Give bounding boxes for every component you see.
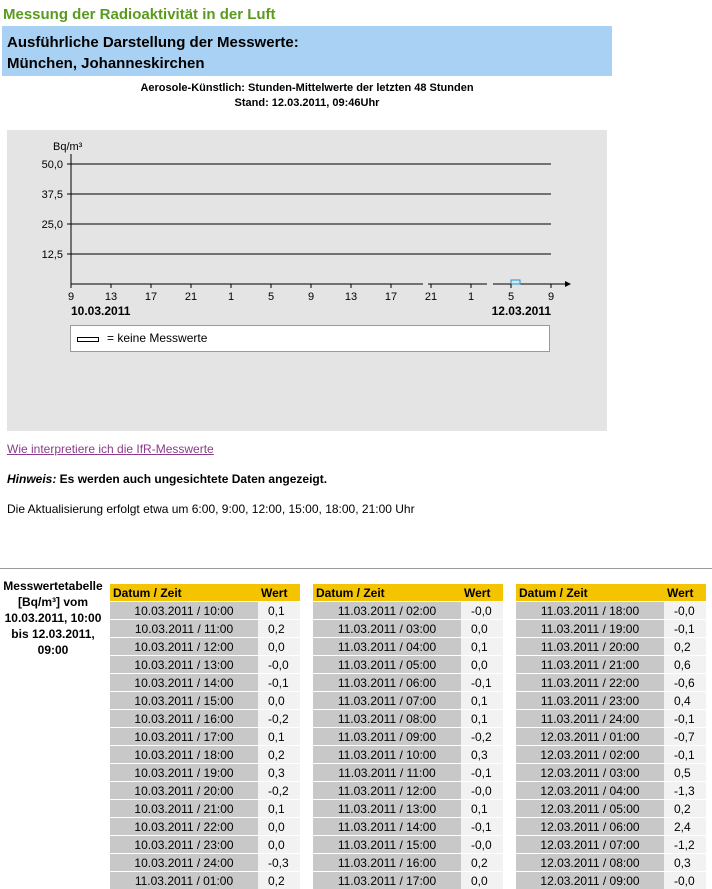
cell-value: 0,1 xyxy=(258,602,300,620)
cell-datetime: 10.03.2011 / 24:00 xyxy=(110,854,258,872)
table-row xyxy=(110,854,300,872)
cell-value: -1,3 xyxy=(664,782,706,800)
data-table-1 xyxy=(110,584,300,889)
note xyxy=(7,472,327,486)
table-row xyxy=(110,800,300,818)
cell-datetime: 12.03.2011 / 03:00 xyxy=(516,764,664,782)
cell-value: 0,0 xyxy=(258,692,300,710)
cell-datetime: 11.03.2011 / 22:00 xyxy=(516,674,664,692)
table-row xyxy=(516,872,706,889)
cell-value: -0,0 xyxy=(461,782,503,800)
x-tick-label: 21 xyxy=(185,291,197,303)
cell-value: -0,1 xyxy=(258,674,300,692)
x-tick-label: 21 xyxy=(425,291,437,303)
cell-value: 0,0 xyxy=(461,872,503,889)
cell-value: 0,4 xyxy=(664,692,706,710)
table-row xyxy=(516,602,706,620)
cell-value: 0,5 xyxy=(664,764,706,782)
x-axis-arrow xyxy=(565,281,571,287)
cell-value: 0,2 xyxy=(258,872,300,889)
table-row xyxy=(110,710,300,728)
cell-datetime: 11.03.2011 / 19:00 xyxy=(516,620,664,638)
missing-data-marker xyxy=(511,280,520,284)
cell-datetime: 11.03.2011 / 08:00 xyxy=(313,710,461,728)
chart-subtitle-1: Aerosole-Künstlich: Stunden-Mittelwerte der letzten 48 Stunden xyxy=(2,82,612,94)
chart-legend xyxy=(70,325,550,352)
legend-swatch xyxy=(77,337,99,342)
table-caption: Messwertetabelle [Bq/m³] vom 10.03.2011, 10:00 bis 12.03.2011, 09:00 xyxy=(0,578,106,658)
divider xyxy=(0,568,712,569)
note-label: Hinweis: xyxy=(7,472,56,486)
note-text: Es werden auch ungesichtete Daten angezeigt. xyxy=(56,472,327,486)
table-row xyxy=(110,746,300,764)
cell-datetime: 11.03.2011 / 01:00 xyxy=(110,872,258,889)
date-right: 12.03.2011 xyxy=(492,304,552,318)
cell-datetime: 10.03.2011 / 22:00 xyxy=(110,818,258,836)
table-row xyxy=(110,818,300,836)
chart-svg xyxy=(7,130,607,431)
x-tick-label: 1 xyxy=(468,291,474,303)
x-tick-label: 9 xyxy=(308,291,314,303)
cell-datetime: 10.03.2011 / 15:00 xyxy=(110,692,258,710)
header-value: Wert xyxy=(664,584,706,602)
header-value: Wert xyxy=(461,584,503,602)
table-row xyxy=(110,602,300,620)
cell-datetime: 10.03.2011 / 10:00 xyxy=(110,602,258,620)
x-tick-label: 17 xyxy=(145,291,157,303)
data-table-2 xyxy=(313,584,503,889)
cell-datetime: 11.03.2011 / 17:00 xyxy=(313,872,461,889)
cell-datetime: 11.03.2011 / 15:00 xyxy=(313,836,461,854)
x-tick-label: 13 xyxy=(105,291,117,303)
table-row xyxy=(516,692,706,710)
y-axis-label: Bq/m³ xyxy=(53,141,83,153)
y-tick-label: 12,5 xyxy=(42,249,63,261)
header-datetime: Datum / Zeit xyxy=(516,584,664,602)
cell-value: 0,1 xyxy=(461,692,503,710)
table-row xyxy=(516,674,706,692)
cell-datetime: 11.03.2011 / 04:00 xyxy=(313,638,461,656)
table-row xyxy=(110,656,300,674)
x-tick-label: 9 xyxy=(548,291,554,303)
cell-value: -0,2 xyxy=(258,710,300,728)
x-tick-label: 1 xyxy=(228,291,234,303)
cell-value: -0,3 xyxy=(258,854,300,872)
cell-datetime: 11.03.2011 / 09:00 xyxy=(313,728,461,746)
cell-datetime: 11.03.2011 / 18:00 xyxy=(516,602,664,620)
cell-value: 0,3 xyxy=(461,746,503,764)
table-row xyxy=(313,710,503,728)
cell-value: 0,0 xyxy=(258,836,300,854)
table-row xyxy=(313,872,503,889)
cell-value: -0,0 xyxy=(258,656,300,674)
x-tick-label: 5 xyxy=(508,291,514,303)
table-row xyxy=(516,818,706,836)
cell-datetime: 11.03.2011 / 14:00 xyxy=(313,818,461,836)
cell-datetime: 10.03.2011 / 23:00 xyxy=(110,836,258,854)
cell-value: 0,3 xyxy=(258,764,300,782)
cell-value: 0,0 xyxy=(258,818,300,836)
cell-datetime: 12.03.2011 / 09:00 xyxy=(516,872,664,889)
header-line-1: Ausführliche Darstellung der Messwerte: xyxy=(2,26,612,53)
date-left: 10.03.2011 xyxy=(71,304,131,318)
cell-datetime: 12.03.2011 / 05:00 xyxy=(516,800,664,818)
cell-value: 0,6 xyxy=(664,656,706,674)
cell-value: 0,2 xyxy=(258,746,300,764)
cell-value: -0,0 xyxy=(664,602,706,620)
cell-datetime: 11.03.2011 / 11:00 xyxy=(313,764,461,782)
table-row xyxy=(313,764,503,782)
cell-value: 0,1 xyxy=(461,638,503,656)
cell-value: 0,1 xyxy=(461,710,503,728)
cell-datetime: 10.03.2011 / 13:00 xyxy=(110,656,258,674)
table-row xyxy=(516,656,706,674)
table-row xyxy=(516,620,706,638)
cell-datetime: 11.03.2011 / 07:00 xyxy=(313,692,461,710)
table-row xyxy=(110,674,300,692)
cell-value: 0,2 xyxy=(664,800,706,818)
cell-value: -0,0 xyxy=(461,602,503,620)
table-row xyxy=(313,746,503,764)
table-row xyxy=(516,782,706,800)
cell-value: 0,1 xyxy=(258,800,300,818)
cell-datetime: 11.03.2011 / 02:00 xyxy=(313,602,461,620)
cell-value: -0,2 xyxy=(461,728,503,746)
table-row xyxy=(516,728,706,746)
cell-value: -0,1 xyxy=(461,818,503,836)
y-tick-label: 50,0 xyxy=(42,159,63,171)
cell-datetime: 10.03.2011 / 19:00 xyxy=(110,764,258,782)
table-row xyxy=(110,782,300,800)
cell-value: 0,1 xyxy=(461,800,503,818)
table-row xyxy=(516,764,706,782)
cell-value: -0,0 xyxy=(461,836,503,854)
legend-text: = keine Messwerte xyxy=(107,331,207,345)
cell-value: -1,2 xyxy=(664,836,706,854)
table-row xyxy=(110,728,300,746)
y-tick-label: 25,0 xyxy=(42,219,63,231)
table-row xyxy=(516,746,706,764)
cell-datetime: 10.03.2011 / 16:00 xyxy=(110,710,258,728)
cell-value: -0,7 xyxy=(664,728,706,746)
table-row xyxy=(313,674,503,692)
table-row xyxy=(313,854,503,872)
header-datetime: Datum / Zeit xyxy=(313,584,461,602)
cell-datetime: 11.03.2011 / 23:00 xyxy=(516,692,664,710)
cell-datetime: 10.03.2011 / 11:00 xyxy=(110,620,258,638)
cell-datetime: 12.03.2011 / 02:00 xyxy=(516,746,664,764)
table-row xyxy=(516,710,706,728)
table-row xyxy=(516,800,706,818)
cell-datetime: 12.03.2011 / 07:00 xyxy=(516,836,664,854)
cell-value: 0,2 xyxy=(461,854,503,872)
cell-datetime: 11.03.2011 / 13:00 xyxy=(313,800,461,818)
x-tick-label: 5 xyxy=(268,291,274,303)
table-row xyxy=(516,836,706,854)
table-row xyxy=(110,836,300,854)
interpretation-link[interactable]: Wie interpretiere ich die IfR-Messwerte xyxy=(7,442,214,456)
table-row xyxy=(313,818,503,836)
cell-datetime: 10.03.2011 / 12:00 xyxy=(110,638,258,656)
x-tick-label: 9 xyxy=(68,291,74,303)
table-row xyxy=(313,638,503,656)
table-row xyxy=(313,800,503,818)
cell-datetime: 12.03.2011 / 08:00 xyxy=(516,854,664,872)
cell-datetime: 11.03.2011 / 24:00 xyxy=(516,710,664,728)
cell-value: -0,1 xyxy=(461,764,503,782)
cell-datetime: 12.03.2011 / 01:00 xyxy=(516,728,664,746)
x-tick-label: 17 xyxy=(385,291,397,303)
cell-datetime: 12.03.2011 / 04:00 xyxy=(516,782,664,800)
cell-value: 2,4 xyxy=(664,818,706,836)
cell-value: -0,1 xyxy=(461,674,503,692)
cell-value: -0,2 xyxy=(258,782,300,800)
chart-area xyxy=(7,130,607,431)
cell-value: 0,0 xyxy=(258,638,300,656)
cell-datetime: 10.03.2011 / 18:00 xyxy=(110,746,258,764)
table-row xyxy=(110,638,300,656)
cell-datetime: 10.03.2011 / 17:00 xyxy=(110,728,258,746)
table-row xyxy=(110,692,300,710)
cell-value: 0,2 xyxy=(664,638,706,656)
table-row xyxy=(313,602,503,620)
cell-value: 0,0 xyxy=(461,656,503,674)
cell-value: -0,6 xyxy=(664,674,706,692)
cell-datetime: 11.03.2011 / 16:00 xyxy=(313,854,461,872)
table-row xyxy=(110,764,300,782)
update-text: Die Aktualisierung erfolgt etwa um 6:00, 9:00, 12:00, 15:00, 18:00, 21:00 Uhr xyxy=(7,502,415,516)
cell-value: 0,2 xyxy=(258,620,300,638)
header-line-2: München, Johanneskirchen xyxy=(2,53,612,74)
table-row xyxy=(516,638,706,656)
header-datetime: Datum / Zeit xyxy=(110,584,258,602)
cell-datetime: 11.03.2011 / 06:00 xyxy=(313,674,461,692)
data-table-3 xyxy=(516,584,706,889)
table-row xyxy=(313,692,503,710)
chart-subtitle-2: Stand: 12.03.2011, 09:46Uhr xyxy=(2,97,612,109)
cell-value: 0,1 xyxy=(258,728,300,746)
cell-datetime: 12.03.2011 / 06:00 xyxy=(516,818,664,836)
cell-datetime: 11.03.2011 / 03:00 xyxy=(313,620,461,638)
cell-datetime: 10.03.2011 / 21:00 xyxy=(110,800,258,818)
cell-value: 0,3 xyxy=(664,854,706,872)
cell-datetime: 11.03.2011 / 10:00 xyxy=(313,746,461,764)
cell-value: -0,1 xyxy=(664,620,706,638)
cell-datetime: 10.03.2011 / 14:00 xyxy=(110,674,258,692)
page-title: Messung der Radioaktivität in der Luft xyxy=(3,6,276,23)
y-tick-label: 37,5 xyxy=(42,189,63,201)
cell-value: -0,1 xyxy=(664,746,706,764)
table-row xyxy=(110,620,300,638)
table-row xyxy=(313,620,503,638)
x-tick-label: 13 xyxy=(345,291,357,303)
table-row xyxy=(313,836,503,854)
table-row xyxy=(313,656,503,674)
table-row xyxy=(313,728,503,746)
cell-datetime: 11.03.2011 / 20:00 xyxy=(516,638,664,656)
table-row xyxy=(110,872,300,889)
header-value: Wert xyxy=(258,584,300,602)
cell-value: -0,1 xyxy=(664,710,706,728)
table-row xyxy=(516,854,706,872)
cell-datetime: 10.03.2011 / 20:00 xyxy=(110,782,258,800)
cell-value: 0,0 xyxy=(461,620,503,638)
header-box xyxy=(2,26,612,76)
cell-datetime: 11.03.2011 / 05:00 xyxy=(313,656,461,674)
table-row xyxy=(313,782,503,800)
cell-datetime: 11.03.2011 / 21:00 xyxy=(516,656,664,674)
cell-datetime: 11.03.2011 / 12:00 xyxy=(313,782,461,800)
cell-value: -0,0 xyxy=(664,872,706,889)
